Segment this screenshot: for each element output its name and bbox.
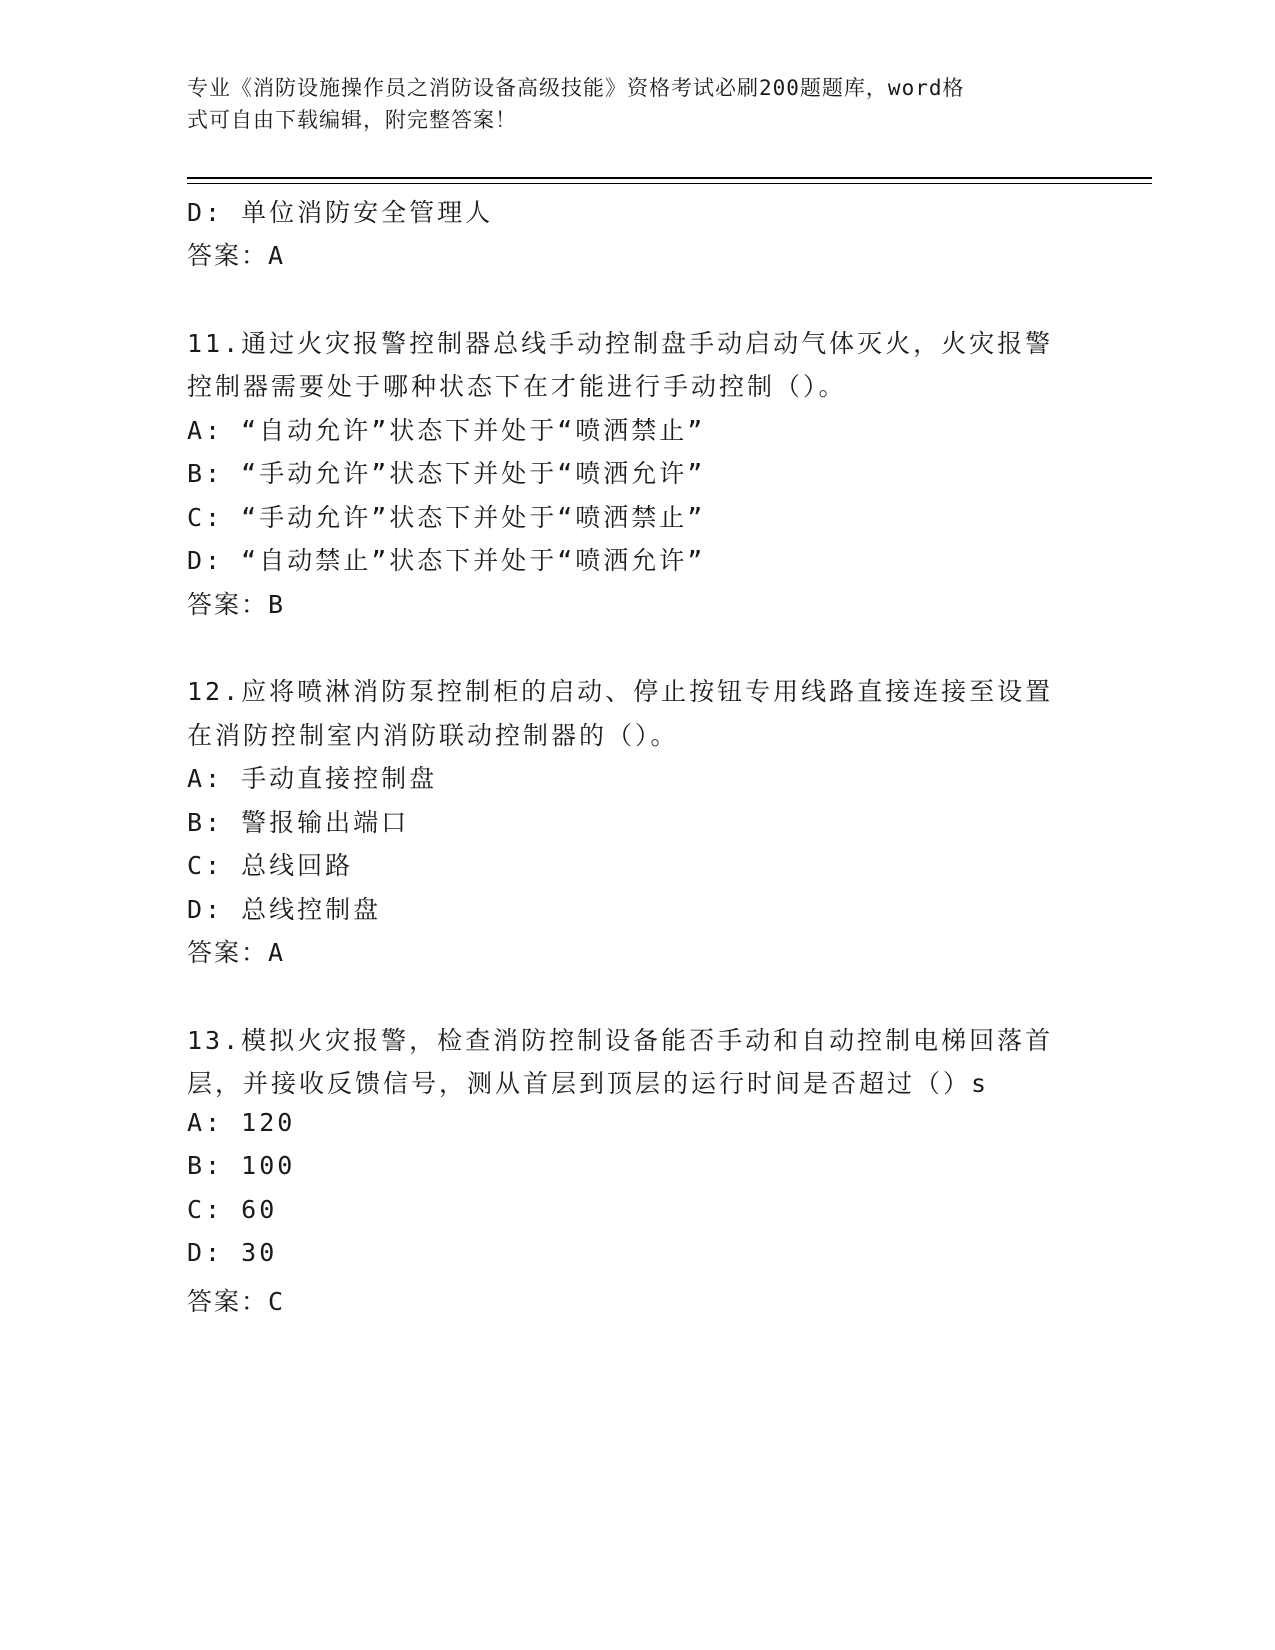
- q11-option-a: A: “自动允许”状态下并处于“喷洒禁止”: [187, 416, 706, 445]
- header-divider-thick: [187, 177, 1152, 179]
- q13-option-b: B: 100: [187, 1151, 296, 1180]
- header-line-1: 专业《消防设施操作员之消防设备高级技能》资格考试必刷200题题库，word格: [187, 76, 965, 100]
- header-divider-thin: [187, 183, 1152, 184]
- q12-answer: 答案：A: [187, 938, 286, 967]
- q11-option-d: D: “自动禁止”状态下并处于“喷洒允许”: [187, 546, 706, 575]
- q12-option-a: A: 手动直接控制盘: [187, 764, 438, 793]
- q13-stem-line-1: 13.模拟火灾报警，检查消防控制设备能否手动和自动控制电梯回落首: [187, 1026, 1054, 1055]
- document-header: [187, 72, 1067, 136]
- q11-answer: 答案：B: [187, 590, 286, 619]
- q12-stem-line-2: 在消防控制室内消防联动控制器的（）。: [187, 721, 679, 750]
- q13-option-d: D: 30: [187, 1238, 278, 1267]
- prev-answer: 答案：A: [187, 241, 286, 270]
- q11-option-c: C: “手动允许”状态下并处于“喷洒禁止”: [187, 503, 706, 532]
- q12-option-d: D: 总线控制盘: [187, 895, 382, 924]
- q12-option-b: B: 警报输出端口: [187, 808, 410, 837]
- q11-option-b: B: “手动允许”状态下并处于“喷洒允许”: [187, 459, 706, 488]
- header-line-2: 式可自由下载编辑，附完整答案！: [187, 108, 517, 132]
- q13-option-a: A: 120: [187, 1108, 296, 1137]
- q12-stem-line-1: 12.应将喷淋消防泵控制柜的启动、停止按钮专用线路直接连接至设置: [187, 677, 1054, 706]
- q12-option-c: C: 总线回路: [187, 851, 354, 880]
- q13-option-c: C: 60: [187, 1195, 278, 1224]
- q11-stem-line-2: 控制器需要处于哪种状态下在才能进行手动控制（）。: [187, 372, 847, 401]
- q13-answer: 答案：C: [187, 1287, 286, 1316]
- q11-stem-line-1: 11.通过火灾报警控制器总线手动控制盘手动启动气体灭火，火灾报警: [187, 329, 1054, 358]
- prev-option-d: D: 单位消防安全管理人: [187, 198, 494, 227]
- q13-stem-line-2: 层，并接收反馈信号，测从首层到顶层的运行时间是否超过（）s: [187, 1069, 990, 1098]
